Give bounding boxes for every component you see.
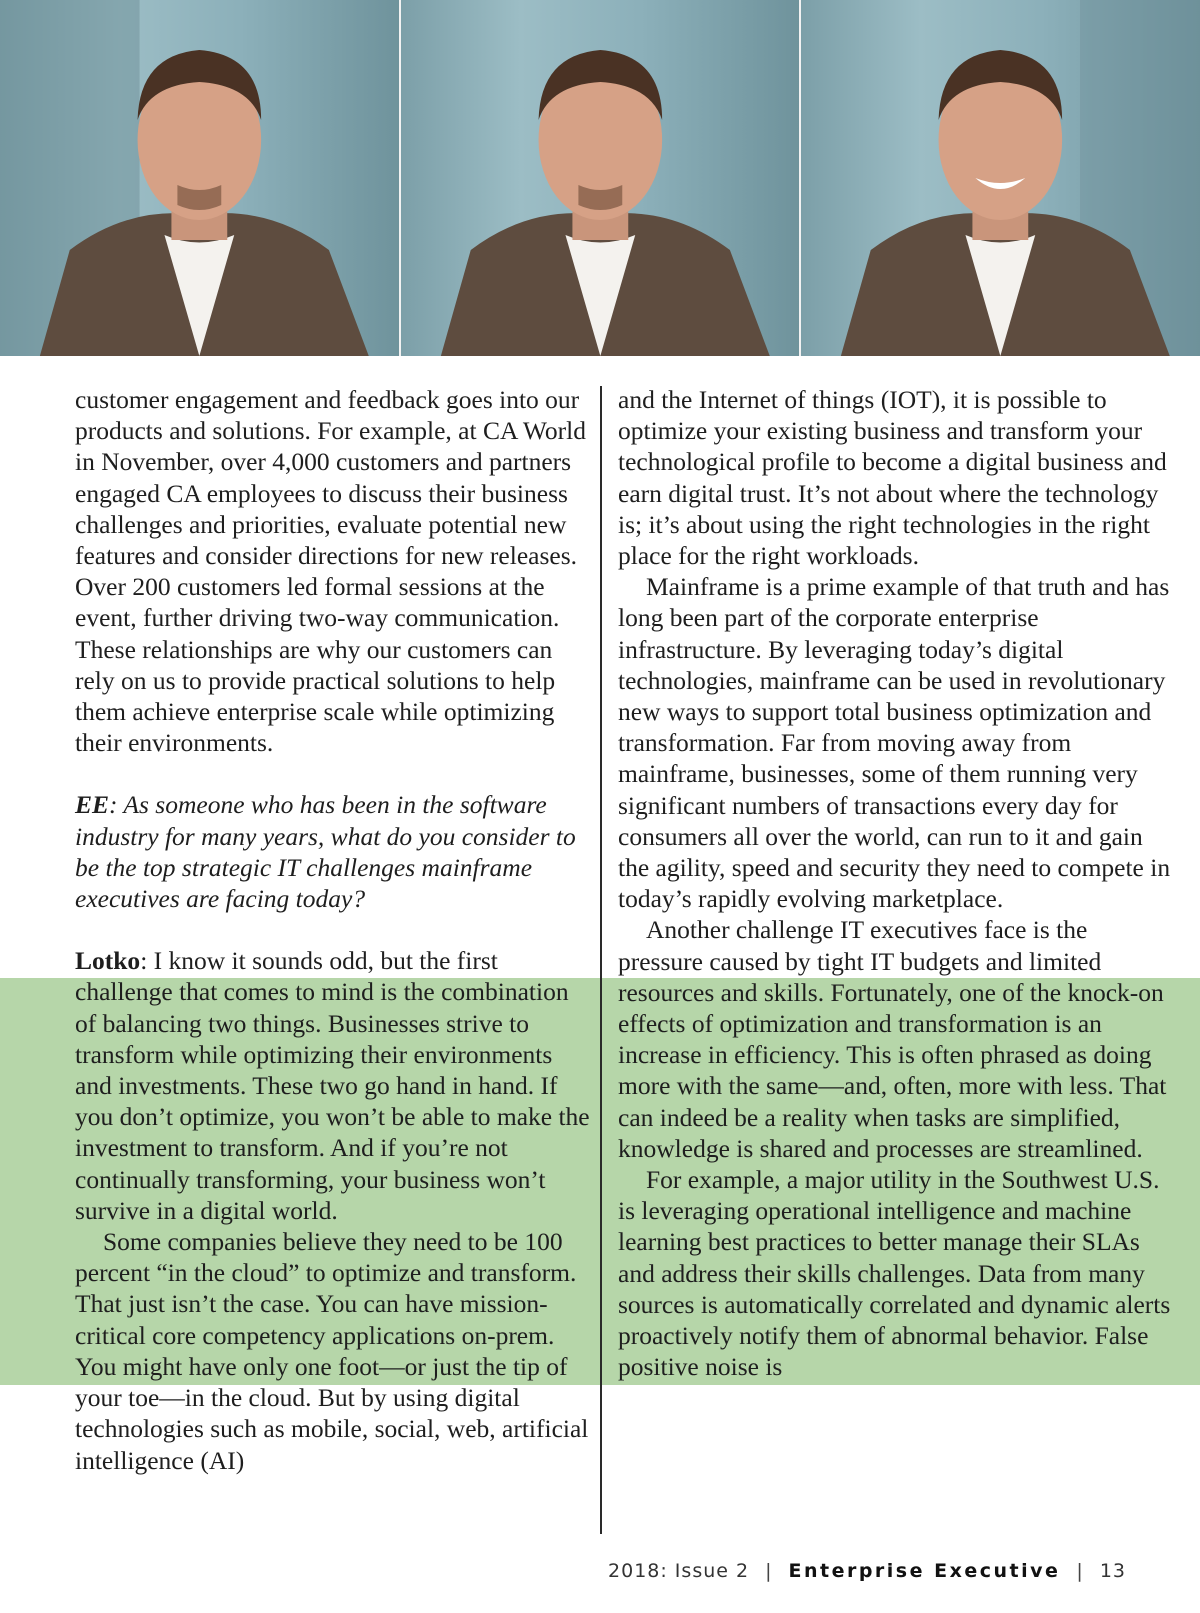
answer-paragraph (75, 945, 595, 1226)
right-column (618, 384, 1178, 1383)
portrait-photo-2 (399, 0, 800, 356)
page-number: 13 (1099, 1560, 1126, 1582)
portrait-photo-1 (0, 0, 399, 356)
portrait-photo-3 (799, 0, 1200, 356)
left-column (75, 384, 595, 1476)
paragraph-gap (75, 758, 595, 789)
answer-label: Lotko (75, 946, 141, 976)
right-paragraph-4: For example, a major utility in the Southwest U.S. is leveraging operational intelligence and machine learning best practices to better manage their SLAs and address their skills challenges. Data from many sources is automatically correlated and dynamic alerts proactively notify them of abnormal behavior. False positive noise is (618, 1165, 1171, 1382)
column-divider (600, 386, 602, 1534)
right-paragraph-3: Another challenge IT executives face is the pressure caused by tight IT budgets and limited resources and skills. Fortunately, one of the knock-on effects of optimization and transformation is an increase in efficiency. This is often phrased as doing more with the same—and, often, more with less. That can indeed be a reality when tasks are simplified, knowledge is shared and processes are streamlined. (618, 915, 1167, 1163)
left-paragraph-2: Some companies believe they need to be 100 percent “in the cloud” to optimize and transform. That just isn’t the case. You can have mission-critical core competency applications on-prem. You might have only one foot—or just the tip of your toe—in the cloud. But by using digital technologies such as mobile, social, web, artificial intelligence (AI) (75, 1227, 589, 1475)
photo-strip (0, 0, 1200, 356)
question-text: : As someone who has been in the software industry for many years, what do you consider to be the top strategic IT challenges mainframe executives are facing today? (75, 790, 576, 914)
right-paragraph-2: Mainframe is a prime example of that truth and has long been part of the corporate enterprise infrastructure. By leveraging today’s digital technologies, mainframe can be used in revolutionary new ways to support total business optimization and transformation. Far from moving away from mainframe, businesses, some of them running very significant numbers of transactions every day for consumers all over the world, can run to it and gain the agility, speed and security they need to compete in today’s rapidly evolving marketplace. (618, 572, 1171, 914)
right-paragraph-1: and the Internet of things (IOT), it is possible to optimize your existing business and transform your technological profile to become a digital business and earn digital trust. It’s not about where the technology is; it’s about using the right technologies in the right place for the right workloads. (618, 385, 1167, 571)
question-paragraph (75, 789, 595, 914)
magazine-title: Enterprise Executive (788, 1560, 1061, 1582)
paragraph-gap (75, 914, 595, 945)
answer-text: : I know it sounds odd, but the first challenge that comes to mind is the combination of balancing two things. Businesses strive to transform while optimizing their environments and investments. These two go hand in hand. If you don’t optimize, you won’t be able to make the investment to transform. And if you’re not continually transforming, your business won’t survive in a digital world. (75, 946, 590, 1225)
left-paragraph-1: customer engagement and feedback goes into our products and solutions. For example, at CA World in November, over 4,000 customers and partners engaged CA employees to discuss their business challenges and priorities, evaluate potential new features and consider directions for new releases. Over 200 customers led formal sessions at the event, further driving two-way communication. These relationships are why our customers can rely on us to provide practical solutions to help them achieve enterprise scale while optimizing their environments. (75, 385, 586, 758)
footer-separator: | (1076, 1560, 1084, 1582)
issue-label: 2018: Issue 2 (608, 1560, 750, 1582)
page-footer (0, 1560, 1126, 1582)
question-label: EE (75, 790, 110, 820)
footer-separator: | (765, 1560, 773, 1582)
